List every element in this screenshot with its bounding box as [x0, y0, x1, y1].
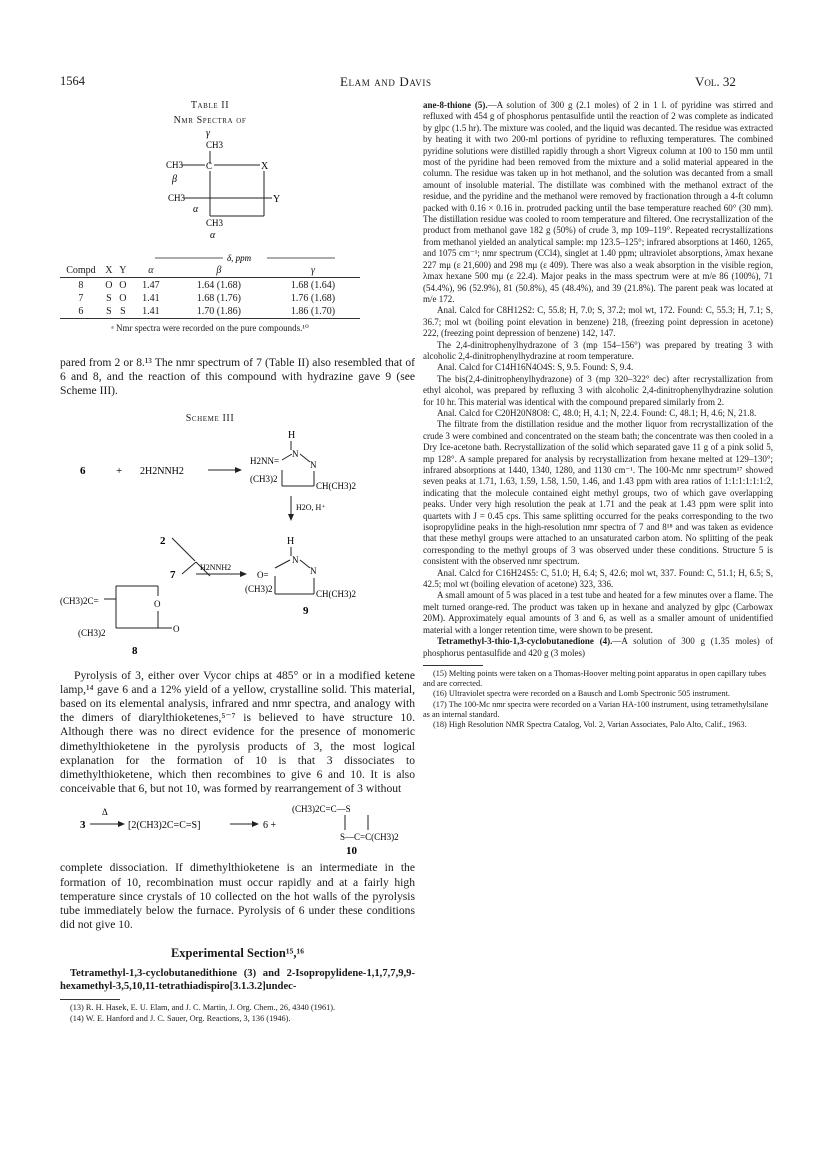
table-row: [60, 292, 360, 305]
isopropyl-label: CH(CH3)2: [316, 480, 356, 491]
analysis-bis-hydrazone: Anal. Calcd for C20H20N8O8: C, 48.0; H, 4.1; N, 22.4. Found: C, 48.1; H, 4.6; N, 21.8.: [437, 407, 757, 418]
h-atom-mid: H: [287, 535, 295, 547]
procedure-5: —A solution of 300 g (2.1 moles) of 2 in 1 l. of pyridine was stirred and refluxed with 454 g of phosphorus pentasulfide until the reaction of 2 was complete as indicated by glpc (1.5 hr). The mixture was cooled, and the liquid was decanted. The residue was extracted by heating it with two 200-ml portions of pyridine to refluxing temperatures. The combined pyridine solutions were distilled rapidly through a short Vigreux column at 100 to 150 mm until most of the pyridine had been removed from the mixture and a solid material appeared in the column. The residue was taken up in hot methanol, and the solution was decanted from a small amount of insoluble material. The distillate was combined with the methanol extract of the residue, and the pyridine and the methanol were removed by fractionation through a 4-ft column packed with 0.16 × 0.16 in. protruded packing until the base temperature reached 60° (30 mm). The distillation residue was cooled to room temperature and filtered. One recrystallization of the product from methanol gave 182 g (50%) of crude 3, mp 109–119°. Repeated recrystallizations from methanol yielded an analytical sample: mp 123.5–125°; infrared absorptions at 1460, 1265, and 1075 cm⁻¹; nmr spectrum (CCl4), singlet at 1.40 ppm; ultraviolet absorptions, λmax hexane 227 mμ (ε 21,600) and 298 mμ (ε 409). There was also a weak absorption in the visible region, λmax hexane 500 mμ (ε 22.4). Major peaks in the mass spectrum were at m/e 86 (100%), 71 (54.4%), 96 (52.9%), 81 (50.8%), 45 (48.4%), and 39 (21.8%). The parent peak was located at m/e 172.: [423, 100, 774, 304]
footnote: (15) Melting points were taken on a Thomas-Hoover melting point apparatus in open capillary tubes and are corrected.: [423, 668, 767, 689]
y-atom: Y: [273, 194, 281, 205]
beta-label: β: [172, 174, 177, 185]
ring-oxygen: O: [154, 598, 161, 609]
procedure-4: —A solution of 300 g (1.35 moles) of phosphorus pentasulfide and 420 g (3 moles): [423, 636, 773, 658]
cell-y: O: [119, 292, 127, 304]
compound-10: 10: [346, 845, 357, 857]
left-column: [60, 100, 415, 1024]
cell-x: O: [105, 279, 113, 291]
ketone-oxygen: O: [173, 623, 180, 634]
scheme-3-diagram: [60, 426, 415, 658]
compound-9: 9: [303, 604, 309, 617]
cell-alpha: 1.47: [142, 279, 160, 291]
hydrolysis-conditions: H2O, H⁺: [296, 502, 326, 512]
bis-hydrazone: The bis(2,4-dinitrophenylhydrazone) of 3 (mp 320–322° dec) after recrystallization from ethyl alcohol, was prepared by refluxing 3 with alcoholic 2,4-dinitrophenylhydrazine solution for 10 hr. This material was identical with the compound prepared similarly from 2.: [423, 373, 773, 407]
heat-symbol: Δ: [102, 807, 108, 818]
cell-alpha: 1.41: [142, 305, 160, 317]
footnotes-left: [60, 1003, 415, 1023]
compound-6: 6: [80, 464, 86, 477]
col-x: X: [105, 264, 113, 276]
gamma-label: γ: [206, 128, 210, 139]
dimethyl-label-2: (CH3)2: [245, 583, 273, 594]
ch3-top: CH3: [206, 140, 224, 150]
table-caption: Table II: [190, 100, 230, 111]
plus-sign: +: [116, 464, 123, 477]
ch3-left: CH3: [166, 160, 184, 170]
alpha-label-2: α: [210, 230, 216, 241]
cell-beta: 1.68 (1.76): [196, 292, 241, 304]
equation-10-diagram: [60, 798, 415, 856]
table-2: [60, 100, 360, 334]
melt-experiment: A small amount of 5 was placed in a test tube and heated for a few minutes over a flame. The melt turned orange-red. The product was taken up in hexane and analyzed by glpc (Carbowax 20M). Approximately equal amounts of 3 and 6, as well as a smaller amount of unidentified material with a longer retention time, were shown to be present.: [423, 590, 773, 635]
table-structure-diagram: [60, 126, 360, 246]
cell-x: S: [106, 305, 112, 317]
col-beta: β: [216, 264, 222, 276]
alpha-label: α: [193, 204, 199, 215]
paragraph-hydrazine: pared from 2 or 8.¹³ The nmr spectrum of 7 (Table II) also resembled that of 6 and 8, and the reaction of this compound with hydrazine gave 9 (see Scheme III).: [60, 355, 415, 398]
footnote: (16) Ultraviolet spectra were recorded on a Bausch and Lomb Spectronic 505 instrument.: [433, 689, 730, 699]
dimethyl-label-3: (CH3)2: [78, 627, 106, 638]
paragraph-dissociation: complete dissociation. If dimethylthioketene is an intermediate in the formation of 10, recombination must occur rapidly and at a fairly high temperature since crystals of 10 collected on the hot walls of the pyrolysis tube immediately below the furnace. Pyrolysis of 6 under these conditions did not give 10.: [60, 861, 415, 932]
table-subtitle: Nmr Spectra of: [173, 115, 247, 126]
hydrazone-h2nn: H2NN=: [250, 455, 280, 466]
ch3-bottom: CH3: [206, 218, 224, 228]
col-alpha: α: [148, 264, 154, 276]
cell-compd: 6: [78, 305, 84, 317]
cell-compd: 8: [78, 279, 84, 291]
carbon-c: C: [206, 161, 213, 171]
cell-gamma: 1.86 (1.70): [290, 305, 336, 317]
compound-7: 7: [170, 568, 176, 581]
delta-rule: [155, 253, 335, 263]
dnp-hydrazone-3: The 2,4-dinitrophenylhydrazone of 3 (mp 154–156°) was prepared by treating 3 with alcoholic 2,4-dinitrophenylhydrazine at room temperature.: [423, 339, 773, 361]
eq-product-6: 6 +: [263, 820, 277, 832]
cell-gamma: 1.76 (1.68): [290, 292, 336, 304]
n-atom-mid-right: N: [310, 565, 317, 576]
cell-x: S: [106, 292, 112, 304]
isopropyl-label-2: CH(CH3)2: [316, 588, 356, 599]
footnote: (18) High Resolution NMR Spectra Catalog, Vol. 2, Varian Associates, Palo Alto, Calif., 1963.: [433, 719, 747, 729]
footnotes-right: [423, 669, 773, 730]
cell-beta: 1.64 (1.68): [196, 279, 241, 291]
cell-gamma: 1.68 (1.64): [290, 279, 336, 291]
cell-compd: 7: [78, 292, 84, 304]
isopropylidene-label: (CH3)2C=: [60, 595, 99, 606]
footnote-separator: [60, 999, 120, 1000]
filtrate-procedure: The filtrate from the distillation residue and the mother liquor from recrystallization of the crude 3 were combined and concentrated on the steam bath; the concentrate was then cooled in a Dry Ice-acetone bath. Recrystallization of the solid which separated gave 11 g of a pink solid 5, mp 128°. A sample prepared for analysis by recrystallization from hexane melted at 129–130°; infrared absorptions at 1440, 1340, 1280, and 1130 cm⁻¹. The 100-Mc nmr spectrum¹⁷ showed seven peaks at 1.71, 1.63, 1.59, 1.58, 1.50, 1.46, and 1.43 ppm with area ratios of 1:1:1:1:1:1:2, indicating that the molecule contained eight methyl groups, two of which gave overlapping peaks. Under very high resolution the peak at 1.71 and the peak at 1.43 ppm were split into quartets with J = 0.45 cps. This same splitting occurred for the peaks corresponding to the two isopropylidine peaks in the high-resolution nmr spectra of 7 and 8¹⁸ and was taken as evidence that these methyl groups were attached to an unsaturated carbon atom. No splitting of the peak corresponding to the methyl groups of 3 was observed under these conditions. Structure 5 is consistent with the observed nmr spectrum.: [423, 419, 773, 567]
experimental-text: [423, 100, 773, 659]
dimer-bottom: S—C=C(CH3)2: [340, 832, 399, 843]
col-compd: Compd: [66, 264, 96, 276]
footnote: (13) R. H. Hasek, E. U. Elam, and J. C. Martin, J. Org. Chem., 26, 4340 (1961).: [70, 1003, 336, 1013]
n-atom-right: N: [310, 459, 317, 470]
running-head-volume: Vol. 32: [695, 74, 736, 89]
col-y: Y: [119, 264, 127, 276]
cell-beta: 1.70 (1.86): [196, 305, 241, 317]
dimer-top: (CH3)2C=C—S: [292, 804, 351, 815]
compound-4-heading: Tetramethyl-3-thio-1,3-cyclobutanedione (4).: [437, 636, 613, 647]
cell-y: S: [120, 305, 126, 317]
compound-2: 2: [160, 534, 166, 547]
table-row: [60, 279, 360, 292]
cell-y: O: [119, 279, 127, 291]
paragraph-pyrolysis: Pyrolysis of 3, either over Vycor chips at 485° or in a modified ketene lamp,¹⁴ gave 6 and a 12% yield of a yellow, crystalline solid. This material, based on its elemental analysis, infrared and nmr spectra, and analogy with the dimers of diarylthioketenes,⁵⁻⁷ is believed to have structure 10. Although there was no direct evidence for the presence of monomeric dimethylthioketene in the pyrolysis products of 3, the most logical explanation for the formation of 10 is that 3 dissociates to dimethylthioketene, which then recombines to give 6 and 10. It is also conceivable that 6, but not 10, was formed by rearrangement of 3 without: [60, 668, 415, 796]
thioketene-intermediate: [2(CH3)2C=C=S]: [128, 820, 201, 832]
right-column: [423, 100, 773, 730]
col-gamma: γ: [310, 264, 315, 276]
experimental-section-title: Experimental Section¹⁵,¹⁶: [170, 946, 305, 961]
table-row: [60, 305, 360, 319]
experimental-heading: Tetramethyl-1,3-cyclobutanedithione (3) and 2-Isopropylidene-1,1,7,7,9,9-hexamethyl-3,5,10,11-tetrathiadispiro[3.1.3.2]undec-: [60, 968, 415, 993]
footnote: (17) The 100-Mc nmr spectra were recorded on a Varian HA-100 instrument, using tetramethylsilane as an internal standard.: [423, 699, 769, 719]
cell-alpha: 1.41: [142, 292, 160, 304]
n-atom-mid: N: [292, 554, 299, 565]
running-head-authors: Elam and Davis: [340, 74, 432, 89]
table-footnote: ᵃ Nmr spectra were recorded on the pure compounds.¹⁰: [111, 322, 309, 333]
h-atom-top: H: [288, 429, 296, 441]
hydrazine-reagent: H2NNH2: [200, 562, 232, 572]
hydrazine-label: 2H2NNH2: [140, 465, 184, 477]
analysis-5: Anal. Calcd for C16H24S5: C, 51.0; H, 6.4; S, 42.6; mol wt, 337. Found: C, 51.1; H, 6.5; S, 42.5; mol wt (boiling elevation of acetone) 323, 336.: [423, 567, 773, 590]
footnote-separator-right: [423, 665, 483, 666]
footnote: (14) W. E. Hanford and J. C. Sauer, Org. Reactions, 3, 136 (1946).: [70, 1013, 291, 1023]
nmr-table: [60, 251, 360, 320]
carbonyl-o: O=: [257, 569, 269, 580]
page-number: 1564: [60, 74, 85, 88]
n-atom-top: N: [292, 448, 299, 459]
compound-5-heading: ane-8-thione (5).: [423, 100, 488, 110]
compound-8: 8: [132, 644, 138, 657]
analysis-3: Anal. Calcd for C8H12S2: C, 55.8; H, 7.0; S, 37.2; mol wt, 172. Found: C, 55.3; H, 7.1; S, 36.7; mol wt (boiling point elevation in benzene) 218, (freezing point depression in acetone) 222, (freezing point depression of benzene) 142, 147.: [423, 305, 773, 339]
x-atom: X: [261, 161, 269, 172]
dimethyl-label: (CH3)2: [250, 473, 278, 484]
scheme-title: Scheme III: [185, 412, 235, 424]
delta-header: δ, ppm: [226, 252, 252, 263]
eq-compound-3: 3: [80, 819, 86, 832]
analysis-hydrazone: Anal. Calcd for C14H16N4O4S: S, 9.5. Found: S, 9.4.: [437, 362, 634, 373]
ch3-second: CH3: [168, 193, 186, 203]
table-header-row: [60, 264, 360, 278]
